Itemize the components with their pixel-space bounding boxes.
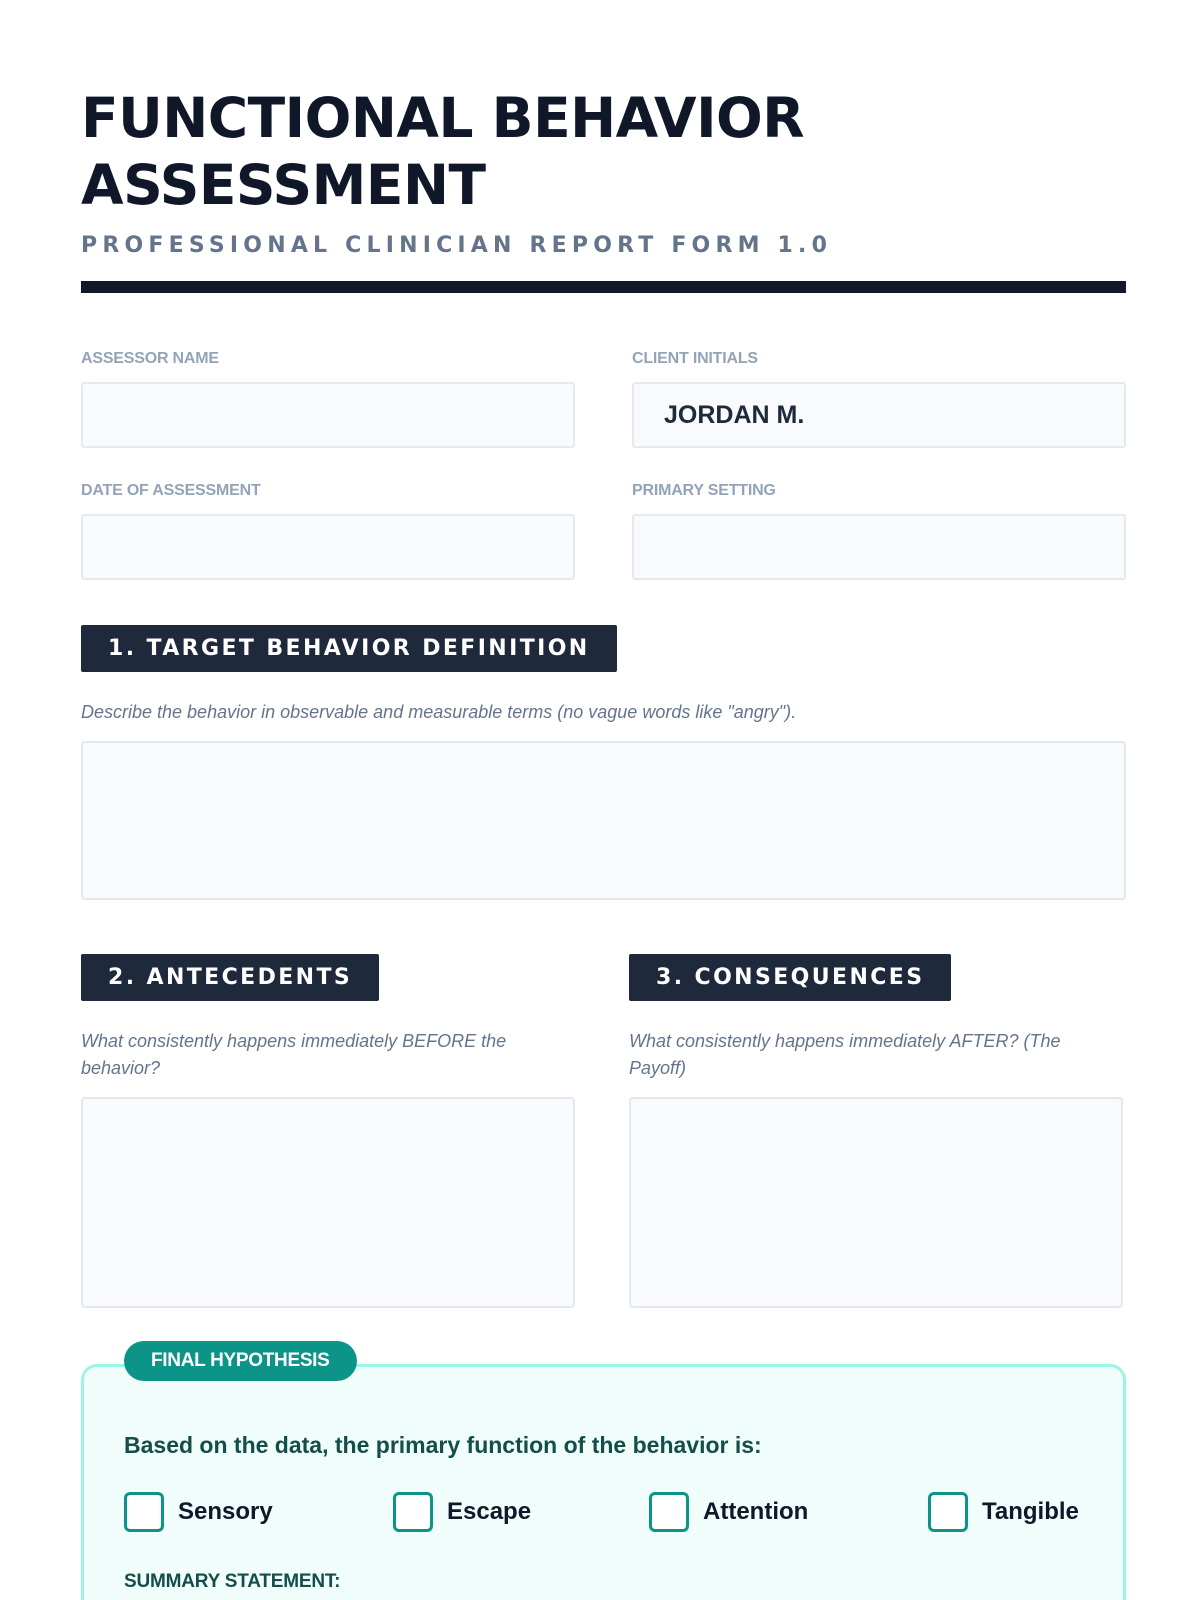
summary-statement-label: SUMMARY STATEMENT: [124, 1571, 341, 1592]
page-title: FUNCTIONAL BEHAVIOR ASSESSMENT [81, 86, 805, 217]
assessor-name-field[interactable] [81, 382, 575, 448]
consequences-textarea[interactable] [629, 1097, 1123, 1308]
client-initials-field[interactable]: JORDAN M. [632, 382, 1126, 448]
section-target-behavior-heading: 1. TARGET BEHAVIOR DEFINITION [81, 625, 617, 672]
assessor-name-label: ASSESSOR NAME [81, 350, 219, 367]
info-fields [81, 350, 1126, 580]
hypothesis-question: Based on the data, the primary function of the behavior is: [124, 1432, 762, 1458]
primary-setting-field[interactable] [632, 514, 1126, 580]
date-of-assessment-group [81, 482, 575, 580]
option-attention[interactable] [649, 1492, 808, 1532]
primary-setting-label: PRIMARY SETTING [632, 482, 776, 499]
tangible-checkbox[interactable] [928, 1492, 968, 1532]
assessor-name-group [81, 350, 575, 448]
option-escape[interactable] [393, 1492, 531, 1532]
primary-setting-group [632, 482, 1126, 580]
target-behavior-hint: Describe the behavior in observable and measurable terms (no vague words like "angry"). [81, 702, 797, 722]
option-attention-label: Attention [703, 1498, 809, 1525]
option-sensory[interactable] [124, 1492, 273, 1532]
section-consequences-heading: 3. CONSEQUENCES [629, 954, 951, 1001]
antecedents-hint: What consistently happens immediately BEFORE the behavior? [81, 1031, 507, 1078]
client-initials-label: CLIENT INITIALS [632, 350, 758, 367]
date-of-assessment-label: DATE OF ASSESSMENT [81, 482, 261, 499]
option-escape-label: Escape [447, 1498, 532, 1525]
sensory-checkbox[interactable] [124, 1492, 164, 1532]
final-hypothesis-badge: FINAL HYPOTHESIS [124, 1341, 357, 1381]
consequences-hint: What consistently happens immediately AFTER? (The Payoff) [629, 1031, 1061, 1078]
option-tangible[interactable] [928, 1492, 1079, 1532]
date-of-assessment-field[interactable] [81, 514, 575, 580]
header-divider [81, 281, 1126, 293]
attention-checkbox[interactable] [649, 1492, 689, 1532]
antecedents-textarea[interactable] [81, 1097, 575, 1308]
option-sensory-label: Sensory [178, 1498, 273, 1525]
final-hypothesis-panel [81, 1364, 1126, 1600]
target-behavior-textarea[interactable] [81, 741, 1126, 900]
page-subtitle: PROFESSIONAL CLINICIAN REPORT FORM 1.0 [81, 233, 833, 258]
section-antecedents-heading: 2. ANTECEDENTS [81, 954, 379, 1001]
client-initials-group [632, 350, 1126, 448]
option-tangible-label: Tangible [982, 1498, 1079, 1525]
escape-checkbox[interactable] [393, 1492, 433, 1532]
